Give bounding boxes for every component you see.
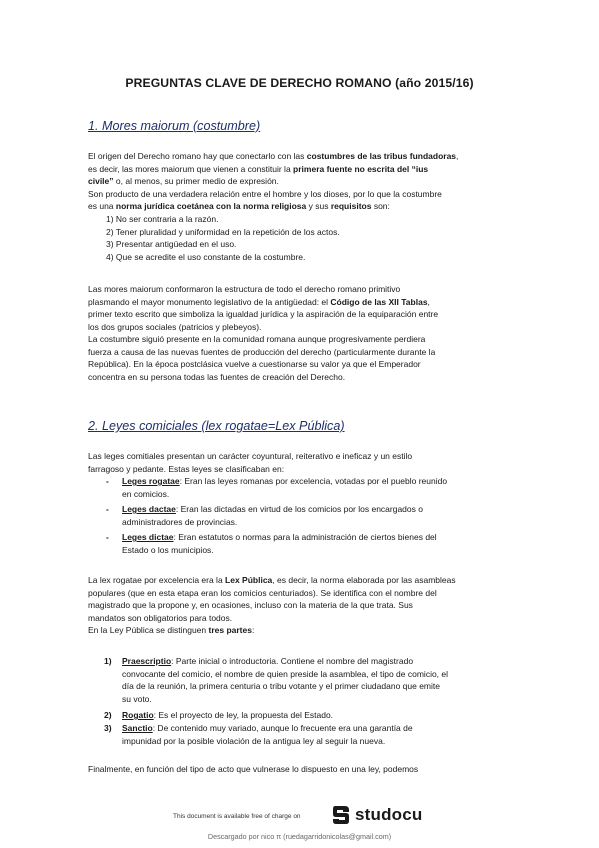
- dash-bullet: -: [106, 532, 109, 542]
- bold-text: civile”: [88, 176, 114, 186]
- page-title: PREGUNTAS CLAVE DE DERECHO ROMANO (año 2015/16): [125, 76, 474, 90]
- studocu-logo[interactable]: [331, 803, 423, 827]
- text: o, al menos, su primer medio de expresión.: [113, 176, 279, 186]
- text-line: impunidad por la posible violación de la antigua ley al seguir la nueva.: [122, 735, 386, 746]
- text-line: concentra en su persona todas las fuentes de creación del Derecho.: [88, 371, 346, 382]
- list-item: [122, 531, 437, 556]
- paragraph: [88, 150, 524, 213]
- paragraph: Finalmente, en función del tipo de acto que vulnerase lo dispuesto en una ley, podemos: [88, 764, 419, 774]
- text-line: magistrado que la propone y, en ocasiones, incluso con la materia de la que trata. Sus: [88, 600, 413, 610]
- text: :: [251, 625, 255, 635]
- text: : Es el proyecto de ley, la propuesta del Estado.: [153, 710, 334, 720]
- text: , es decir, la norma elaborada por las asambleas: [272, 575, 456, 585]
- text-line: La costumbre siguió presente en la comunidad romana aunque progresivamente perdiera: [88, 334, 426, 344]
- term: Rogatio: [122, 710, 154, 720]
- list-item: 1) No ser contraria a la razón.: [106, 214, 219, 224]
- text-line: los dos grupos sociales (patricios y plebeyos).: [88, 321, 262, 332]
- term: Sanctio: [122, 723, 153, 733]
- text: El origen del Derecho romano hay que conectarlo con las: [88, 151, 307, 161]
- text-line: convocante del comicio, el nombre de quien preside la asamblea, el tipo de comicio, el: [122, 668, 449, 679]
- text-line: Son producto de una verdadera relación entre el hombre y los dioses, por lo que la costumbre: [88, 188, 442, 199]
- text-line: populares (que en esta etapa eran los comicios centuriados). Se identifica con el nombre del: [88, 587, 437, 598]
- text: En la Ley Pública se distinguen: [88, 625, 209, 635]
- text: ,: [456, 151, 459, 161]
- download-attribution: Descargado por nico π (ruedagarridonicolas@gmail.com): [207, 832, 392, 841]
- list-item: [122, 503, 423, 528]
- text-line: administradores de provincias.: [122, 516, 238, 527]
- numbered-list: [106, 213, 340, 263]
- text: La lex rogatae por excelencia era la: [88, 575, 226, 585]
- dash-bullet: -: [106, 476, 109, 486]
- text-line: primer texto escrito que simboliza la igualdad jurídica y la aspiración de la equiparación entre: [88, 309, 439, 319]
- list-item: [122, 709, 333, 722]
- bold-text: norma jurídica coetánea con la norma religiosa: [115, 201, 307, 211]
- list-item: 3) Presentar antigüedad en el uso.: [106, 239, 237, 249]
- text: y sus: [306, 201, 331, 211]
- text: son:: [371, 201, 390, 211]
- bold-text: requisitos: [330, 201, 372, 211]
- text: es decir, las mores maiorum que vienen a constituir la: [88, 163, 294, 174]
- brand-name: studocu: [355, 805, 423, 824]
- text-line: Las mores maiorum conformaron la estructura de todo el derecho romano primitivo: [88, 284, 401, 294]
- term: Praescriptio: [122, 656, 172, 666]
- term: Leges rogatae: [122, 476, 180, 486]
- text-line: farragoso y pedante. Estas leyes se clasificaban en:: [88, 463, 285, 474]
- studocu-logo-icon: [331, 804, 351, 826]
- term: Leges dictae: [122, 532, 174, 542]
- term: Leges dactae: [122, 504, 176, 514]
- footer-note: This document is available free of charge on: [173, 813, 301, 820]
- list-number: 2): [104, 710, 112, 720]
- text: plasmando el mayor monumento legislativo de la antigüedad: el: [88, 296, 331, 307]
- text: es una: [88, 201, 116, 211]
- text: : Eran estatutos o normas para la administración de ciertos bienes del: [173, 532, 437, 542]
- list-item: [122, 655, 448, 705]
- list-item: [122, 722, 413, 747]
- text-line: mandatos son obligatorios para todos.: [88, 612, 233, 623]
- bold-text: Lex Pública: [225, 575, 273, 585]
- text-line: Las leges comitiales presentan un carácter coyuntural, reiterativo e ineficaz y un estilo: [88, 451, 413, 461]
- section-heading-mores-maiorum: 1. Mores maiorum (costumbre): [88, 119, 261, 133]
- list-item: [122, 475, 447, 500]
- text-line: fuerza a causa de las nuevas fuentes de producción del derecho (particularmente durante la: [88, 346, 436, 357]
- list-number: 3): [104, 723, 112, 733]
- text-line: día de la reunión, la primera centuria o tribu votante y el primer ciudadano que emite: [122, 681, 440, 691]
- text: : Eran las leyes romanas por excelencia, votadas por el pueblo reunido: [179, 476, 448, 486]
- dash-bullet: -: [106, 504, 109, 514]
- text: ,: [427, 296, 430, 307]
- text-line: en comicios.: [122, 488, 170, 499]
- list-item: 2) Tener pluralidad y uniformidad en la repetición de los actos.: [106, 226, 340, 237]
- list-number: 1): [104, 656, 112, 666]
- bold-text: primera fuente no escrita del “ius: [293, 163, 429, 174]
- paragraph: [88, 574, 524, 637]
- paragraph: [88, 283, 524, 383]
- bold-text: costumbres de las tribus fundadoras: [306, 151, 457, 161]
- list-item: 4) Que se acredite el uso constante de la costumbre.: [106, 251, 306, 262]
- section-heading-leyes-comiciales: 2. Leyes comiciales (lex rogatae=Lex Pública): [88, 419, 345, 433]
- text: : De contenido muy variado, aunque lo frecuente era una garantía de: [152, 723, 413, 733]
- bold-text: tres partes: [208, 625, 252, 635]
- paragraph: [88, 450, 524, 475]
- text: : Parte inicial o introductoria. Contiene el nombre del magistrado: [171, 656, 414, 666]
- bold-text: Código de las XII Tablas: [330, 296, 428, 307]
- text: : Eran las dictadas en virtud de los comicios por los encargados o: [175, 504, 423, 514]
- text-line: su voto.: [122, 693, 152, 704]
- text-line: República). En la época postclásica vuelve a cuestionarse su valor ya que el Emperador: [88, 359, 421, 369]
- text-line: Estado o los municipios.: [122, 544, 214, 555]
